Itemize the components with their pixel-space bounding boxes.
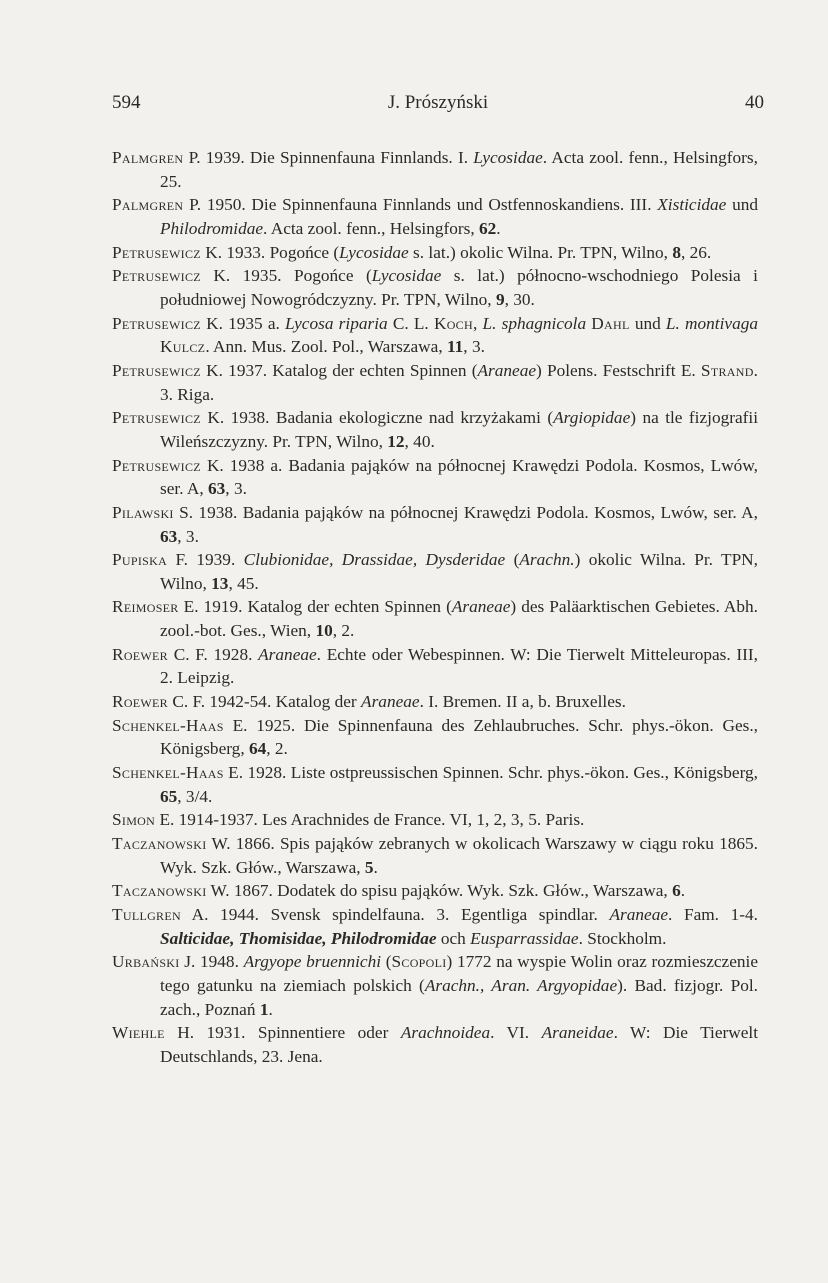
reference-initials: W. [211, 834, 231, 854]
issue-number: 40 [745, 92, 764, 113]
reference-text: . [373, 857, 378, 877]
reference-initials: F. [175, 550, 188, 570]
taxon-name: Arachn. [519, 550, 575, 570]
reference-text: 1938 a. Badania pająków na północnej Krawędzi Podola. Kosmos, Lwów, ser. A, [160, 455, 758, 499]
reference-text: , 3. [463, 337, 485, 357]
cited-author: Scopoli [391, 952, 447, 972]
reference-text: 1914-1937. Les Arachnides de France. VI, 1, 2, 3, 5. Paris. [174, 810, 585, 830]
reference-initials: W. [210, 881, 230, 901]
reference-initials: E. [232, 715, 248, 735]
volume-number: 10 [315, 621, 333, 641]
reference-text: , 40. [404, 431, 435, 451]
reference-author: Pupiska [112, 550, 168, 570]
reference-text: ) des Paläarktischen Gebietes. Abh. zool.-bot. Ges., Wien, [160, 597, 758, 641]
reference-text: . Stockholm. [578, 928, 667, 948]
volume-number: 65 [160, 786, 178, 806]
cited-author: Strand [700, 360, 754, 380]
reference-initials: C. F. [173, 644, 208, 664]
reference-entry [112, 264, 758, 311]
reference-text: , 2. [266, 739, 288, 759]
reference-text: . VI. [490, 1023, 542, 1043]
reference-entry [112, 359, 758, 406]
reference-entry [112, 312, 758, 359]
volume-number: 8 [672, 242, 681, 262]
reference-author: Reimoser [112, 597, 179, 617]
taxon-name: Philodromidae [160, 218, 264, 238]
reference-text: 1928. [207, 644, 259, 664]
reference-initials: K. [213, 266, 231, 286]
reference-text: , [472, 313, 483, 333]
taxon-name: Salticidae, Thomisidae, Philodromidae [160, 928, 437, 948]
reference-text: 1866. Spis pająków zebranych w okolicach Warszawy w ciągu roku 1865. Wyk. Szk. Głów., Warszawa, [160, 834, 758, 877]
reference-text: 1939. [188, 550, 244, 570]
volume-number: 12 [387, 431, 405, 451]
taxon-name: Lycosa riparia [285, 313, 388, 333]
reference-author: Tullgren [112, 905, 181, 924]
reference-text: . Acta zool. fenn., Helsingfors, [263, 218, 480, 238]
reference-text: . Fam. 1-4. [668, 905, 758, 924]
reference-initials: K. [205, 242, 223, 262]
reference-author: Petrusewicz [112, 408, 201, 428]
reference-initials: H. [177, 1023, 195, 1043]
taxon-name: Arachnoidea [400, 1023, 491, 1043]
reference-text: 1919. Katalog der echten Spinnen ( [198, 597, 452, 617]
running-head-author: J. Prószyński [387, 92, 489, 113]
reference-list [112, 146, 758, 1069]
reference-text: 1925. Die Spinnenfauna des Zehlaubruches. Schr. phys.-ökon. Ges., Königsberg, [160, 715, 758, 759]
volume-number: 64 [248, 739, 267, 759]
taxon-name: Clubionidae, Drassidae, Dysderidae [243, 550, 506, 570]
reference-text: 1935. Pogońce ( [230, 266, 372, 286]
taxon-name: Argyope bruennichi [243, 952, 382, 972]
reference-text: . [680, 881, 686, 901]
reference-text: und [726, 195, 758, 215]
volume-number: 9 [495, 289, 505, 309]
volume-number: 11 [446, 337, 464, 357]
taxon-name: Araneae [361, 692, 420, 712]
reference-text: s. lat.) północno-wschodniego Polesia i południowej Nowogródczyzny. Pr. TPN, Wilno, [160, 266, 758, 309]
reference-author: Palmgren [112, 148, 184, 167]
running-header [112, 92, 764, 118]
reference-entry [112, 690, 758, 714]
taxon-name: Lycosidae [371, 266, 442, 286]
cited-author: Kulcz [160, 337, 206, 357]
reference-initials: J. [184, 952, 196, 972]
reference-entry [112, 643, 758, 690]
taxon-name: Lycosidae [339, 242, 409, 262]
volume-number: 1 [259, 999, 269, 1019]
reference-text: . [496, 218, 501, 238]
reference-text: 1933. Pogońce ( [222, 242, 340, 262]
reference-author: Roewer [112, 644, 168, 664]
reference-entry [112, 879, 758, 903]
reference-text: , 3. [177, 526, 199, 546]
reference-entry [112, 714, 758, 761]
reference-entry [112, 832, 758, 879]
reference-author: Schenkel-Haas [112, 763, 224, 783]
reference-text: 1939. Die Spinnenfauna Finnlands. I. [200, 148, 474, 167]
reference-text: . [268, 999, 273, 1019]
reference-entry [112, 193, 758, 240]
reference-text: 1937. Katalog der echten Spinnen ( [222, 360, 478, 380]
reference-author: Taczanowski [112, 881, 207, 901]
reference-text: . Ann. Mus. Zool. Pol., Warszawa, [205, 337, 447, 357]
taxon-name: Araneae [609, 905, 669, 924]
taxon-name: Araneae [451, 597, 511, 617]
reference-text: 1944. Svensk spindelfauna. 3. Egentliga spindlar. [208, 905, 610, 924]
reference-author: Schenkel-Haas [112, 715, 224, 735]
reference-author: Petrusewicz [112, 266, 201, 286]
reference-text: , 2. [332, 621, 355, 641]
reference-entry [112, 241, 758, 265]
reference-author: Urbański [112, 952, 180, 972]
reference-entry [112, 950, 758, 1021]
reference-initials: P. [189, 195, 202, 215]
taxon-name: L. montivaga [665, 313, 758, 333]
reference-text: ( [505, 550, 520, 570]
reference-text: 1942-54. Katalog der [205, 692, 362, 712]
reference-text: , 26. [680, 242, 712, 262]
reference-entry [112, 808, 758, 832]
reference-author: Simon [112, 810, 156, 830]
reference-text: , 3/4. [177, 786, 213, 806]
volume-number: 13 [211, 573, 229, 593]
reference-author: Petrusewicz [112, 242, 201, 262]
taxon-name: Lycosidae [473, 148, 543, 167]
reference-author: Petrusewicz [112, 313, 201, 333]
reference-author: Taczanowski [112, 834, 207, 854]
reference-text: 1867. Dodatek do spisu pająków. Wyk. Szk. Głów., Warszawa, [229, 881, 673, 901]
volume-number: 62 [479, 218, 497, 238]
reference-initials: P. [188, 148, 201, 167]
reference-author: Wiehle [112, 1023, 165, 1043]
reference-initials: S. [179, 502, 194, 522]
page-number: 594 [112, 92, 141, 113]
reference-text: , 30. [504, 289, 535, 309]
reference-initials: E. [183, 597, 199, 617]
reference-text: . 3. Riga. [160, 360, 758, 404]
reference-initials: C. F. [172, 692, 206, 712]
reference-entry [112, 548, 758, 595]
reference-text: . Echte oder Webespinnen. W: Die Tierwelt Mitteleuropas. III, 2. Leipzig. [160, 644, 759, 688]
reference-initials: K. [206, 313, 223, 333]
reference-initials: K. [206, 360, 223, 380]
reference-text: ) Polens. Festschrift E. [536, 360, 701, 380]
taxon-name: Araneidae [541, 1023, 614, 1043]
reference-text: 1935 a. [222, 313, 286, 333]
reference-text: , 45. [228, 573, 259, 593]
reference-initials: E. [159, 810, 175, 830]
volume-number: 63 [160, 526, 178, 546]
reference-initials: K. [206, 455, 224, 475]
reference-text: ( [381, 952, 392, 972]
reference-author: Palmgren [112, 195, 184, 215]
reference-entry [112, 761, 758, 808]
reference-entry [112, 1021, 758, 1068]
reference-text: , 3. [225, 479, 247, 499]
volume-number: 5 [364, 857, 374, 877]
volume-number: 6 [672, 881, 681, 901]
reference-author: Roewer [112, 692, 168, 712]
reference-text: s. lat.) okolic Wilna. Pr. TPN, Wilno, [408, 242, 673, 262]
reference-entry [112, 454, 758, 501]
reference-text: . Acta zool. fenn., Helsingfors, 25. [160, 148, 758, 191]
taxon-name: Xisticidae [657, 195, 727, 215]
reference-text: och [436, 928, 471, 948]
taxon-name: Arachn., Aran. Argyopidae [424, 975, 618, 995]
cited-author: Dahl [591, 313, 630, 333]
reference-author: Pilawski [112, 502, 174, 522]
reference-entry [112, 903, 758, 950]
reference-initials: K. [207, 408, 225, 428]
reference-text: ) na tle fizjografii Wileńszczyzny. Pr. TPN, Wilno, [160, 408, 759, 451]
reference-initials: A. [191, 905, 209, 924]
reference-text: . I. Bremen. II a, b. Bruxelles. [419, 692, 626, 712]
reference-text: 1938. Badania ekologiczne nad krzyżakami ( [224, 408, 554, 428]
reference-text: 1950. Die Spinnenfauna Finnlands und Ostfennoskandiens. III. [201, 195, 658, 215]
reference-text: . W: Die Tierwelt Deutschlands, 23. Jena. [160, 1023, 758, 1066]
reference-text: ) 1772 na wyspie Wolin oraz rozmieszczenie tego gatunku na ziemiach polskich ( [160, 952, 759, 995]
taxon-name: Argiopidae [553, 408, 631, 428]
taxon-name: L. sphagnicola [482, 313, 587, 333]
reference-entry [112, 501, 758, 548]
cited-author: Koch [433, 313, 473, 333]
reference-entry [112, 595, 758, 642]
taxon-name: Araneae [477, 360, 537, 380]
reference-entry [112, 406, 758, 453]
reference-text: 1928. Liste ostpreussischen Spinnen. Schr. phys.-ökon. Ges., Königsberg, [243, 763, 759, 783]
reference-author: Petrusewicz [112, 455, 201, 475]
taxon-name: Araneae [258, 644, 317, 664]
reference-text: und [629, 313, 666, 333]
reference-text: 1931. Spinnentiere oder [194, 1023, 401, 1043]
reference-text: ). Bad. fizjogr. Pol. zach., Poznań [160, 975, 758, 1019]
reference-entry [112, 146, 758, 193]
reference-author: Petrusewicz [112, 360, 201, 380]
reference-text: ) okolic Wilna. Pr. TPN, Wilno, [160, 550, 758, 593]
reference-text: 1948. [195, 952, 244, 972]
taxon-name: Eusparrassidae [470, 928, 579, 948]
volume-number: 63 [208, 479, 226, 499]
reference-initials: E. [228, 763, 244, 783]
reference-text: 1938. Badania pająków na północnej Krawędzi Podola. Kosmos, Lwów, ser. A, [193, 502, 758, 522]
reference-text: C. L. [387, 313, 434, 333]
